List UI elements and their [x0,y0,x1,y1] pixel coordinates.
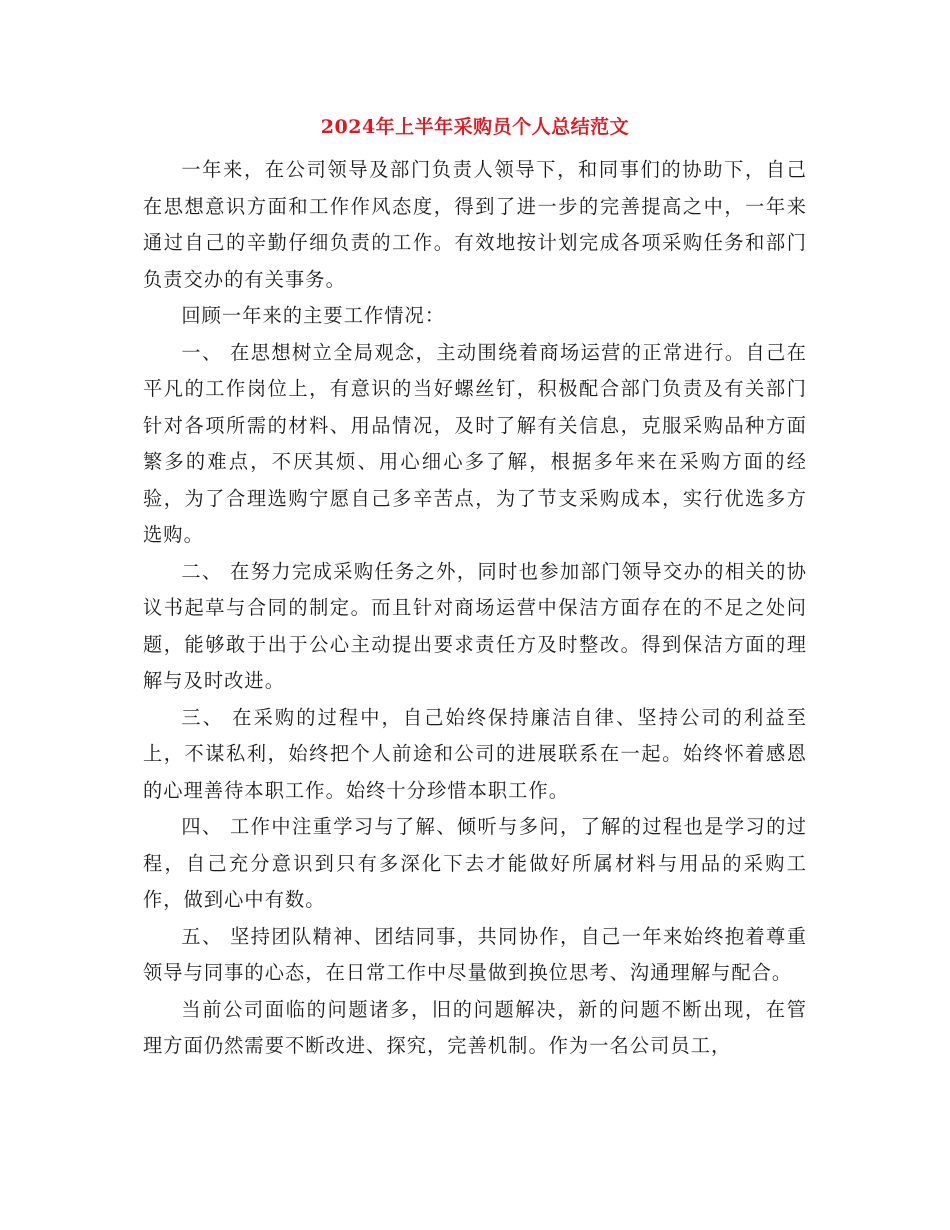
paragraph-current-issues: 当前公司面临的问题诸多，旧的问题解决，新的问题不断出现，在管理方面仍然需要不断改进、探究，完善机制。作为一名公司员工， [143,997,807,1057]
paragraph-review-heading: 回顾一年来的主要工作情况： [181,304,446,327]
paragraph-item-4: 四、 工作中注重学习与了解、倾听与多问，了解的过程也是学习的过程，自己充分意识到只有多深化下去才能做好所属材料与用品的采购工作，做到心中有数。 [143,815,807,911]
paragraph-item-5: 五、 坚持团队精神、团结同事，共同协作，自己一年来始终抱着尊重领导与同事的心态，在日常工作中尽量做到换位思考、沟通理解与配合。 [143,924,807,984]
document-body [143,152,807,1065]
document-title: 2024年上半年采购员个人总结范文 [320,116,630,138]
paragraph-item-2: 二、 在努力完成采购任务之外，同时也参加部门领导交办的相关的协议书起草与合同的制定。而且针对商场运营中保洁方面存在的不足之处问题，能够敢于出于公心主动提出要求责任方及时整改。得到保洁方面的理解与及时改进。 [143,559,807,692]
paragraph-item-1: 一、 在思想树立全局观念，主动围绕着商场运营的正常进行。自己在平凡的工作岗位上，有意识的当好螺丝钉，积极配合部门负责及有关部门针对各项所需的材料、用品情况，及时了解有关信息，克服采购品种方面繁多的难点，不厌其烦、用心细心多了解，根据多年来在采购方面的经验，为了合理选购宁愿自己多辛苦点，为了节支采购成本，实行优选多方选购。 [143,340,807,546]
paragraph-intro: 一年来，在公司领导及部门负责人领导下，和同事们的协助下，自己在思想意识方面和工作作风态度，得到了进一步的完善提高之中，一年来通过自己的辛勤仔细负责的工作。有效地按计划完成各项采购任务和部门负责交办的有关事务。 [143,158,807,291]
paragraph-item-3: 三、 在采购的过程中，自己始终保持廉洁自律、坚持公司的利益至上，不谋私利，始终把个人前途和公司的进展联系在一起。始终怀着感恩的心理善待本职工作。始终十分珍惜本职工作。 [143,705,807,802]
